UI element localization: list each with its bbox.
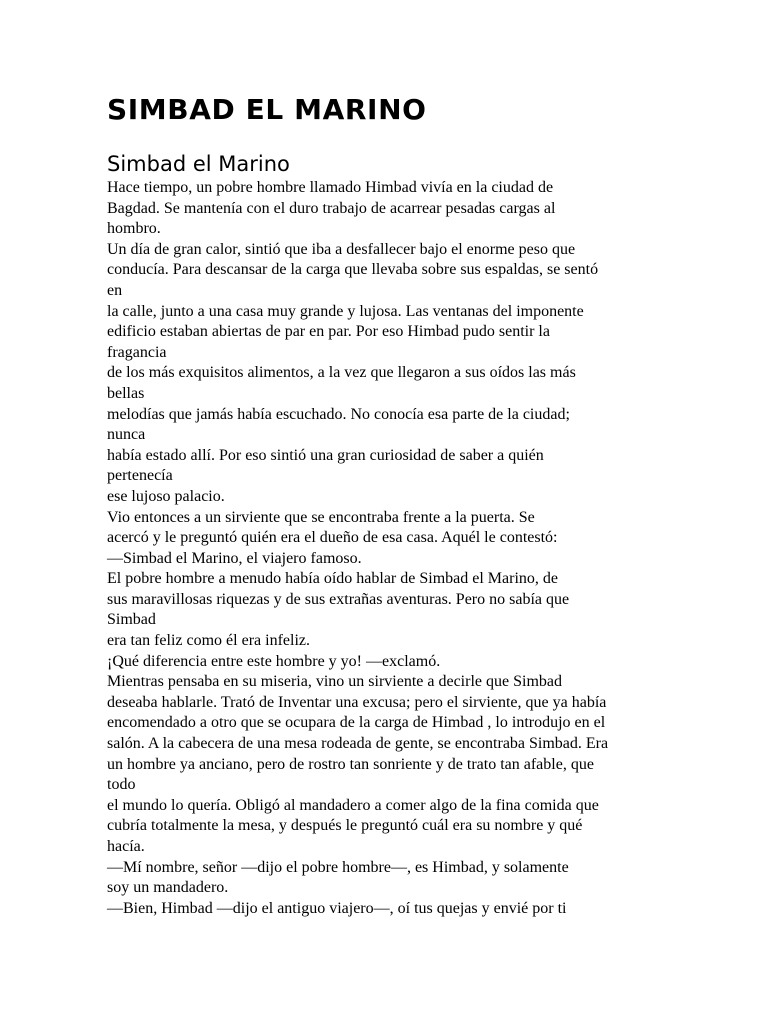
text-line: edificio estaban abiertas de par en par. Por eso Himbad pudo sentir la — [107, 323, 550, 341]
text-line: pertenecía — [107, 467, 173, 485]
text-line: nunca — [107, 426, 146, 444]
document-title: SIMBAD EL MARINO — [107, 93, 427, 126]
section-title: Simbad el Marino — [107, 152, 290, 176]
text-line: sus maravillosas riquezas y de sus extrañas aventuras. Pero no sabía que — [107, 590, 570, 608]
text-line: de los más exquisitos alimentos, a la vez que llegaron a sus oídos las más — [107, 364, 576, 382]
text-line: Hace tiempo, un pobre hombre llamado Himbad vivía en la ciudad de — [107, 179, 554, 196]
text-line: soy un mandadero. — [107, 879, 229, 897]
text-line: —Mí nombre, señor —dijo el pobre hombre—, es Himbad, y solamente — [107, 858, 569, 876]
text-line: todo — [107, 776, 136, 794]
text-line: Un día de gran calor, sintió que iba a desfallecer bajo el enorme peso que — [107, 240, 576, 258]
text-line: Vio entonces a un sirviente que se encontraba frente a la puerta. Se — [107, 508, 535, 526]
text-line: Bagdad. Se mantenía con el duro trabajo de acarrear pesadas cargas al — [107, 199, 556, 217]
text-line: el mundo lo quería. Obligó al mandadero a comer algo de la fina comida que — [107, 796, 599, 814]
text-line: hombro. — [107, 220, 161, 238]
text-line: bellas — [107, 384, 145, 402]
text-line: la calle, junto a una casa muy grande y lujosa. Las ventanas del imponente — [107, 302, 584, 320]
text-line: encomendado a otro que se ocupara de la carga de Himbad , lo introdujo en el — [107, 714, 606, 732]
text-line: Simbad — [107, 611, 156, 629]
text-line: Mientras pensaba en su miseria, vino un sirviente a decirle que Simbad — [107, 673, 562, 691]
text-line: —Simbad el Marino, el viajero famoso. — [107, 549, 362, 567]
text-line: ese lujoso palacio. — [107, 487, 225, 505]
text-line: un hombre ya anciano, pero de rostro tan sonriente y de trato tan afable, que — [107, 755, 594, 773]
text-line: cubría totalmente la mesa, y después le preguntó cuál era su nombre y qué — [107, 817, 583, 835]
text-line: ¡Qué diferencia entre este hombre y yo! —exclamó. — [107, 652, 441, 670]
text-line: en — [107, 281, 123, 299]
text-line: había estado allí. Por eso sintió una gran curiosidad de saber a quién — [107, 446, 544, 464]
text-line: acercó y le preguntó quién era el dueño de esa casa. Aquél le contestó: — [107, 529, 558, 547]
text-line: salón. A la cabecera de una mesa rodeada de gente, se encontraba Simbad. Era — [107, 735, 609, 753]
body-text — [107, 178, 668, 919]
text-line: fragancia — [107, 343, 167, 361]
text-line: hacía. — [107, 838, 145, 855]
text-line: El pobre hombre a menudo había oído hablar de Simbad el Marino, de — [107, 570, 558, 588]
text-line: era tan feliz como él era infeliz. — [107, 632, 310, 650]
text-line: melodías que jamás había escuchado. No conocía esa parte de la ciudad; — [107, 405, 570, 423]
text-line: —Bien, Himbad —dijo el antiguo viajero—, oí tus quejas y envié por ti — [107, 899, 567, 917]
text-line: conducía. Para descansar de la carga que llevaba sobre sus espaldas, se sentó — [107, 261, 599, 279]
text-line: deseaba hablarle. Trató de Inventar una excusa; pero el sirviente, que ya había — [107, 693, 607, 711]
